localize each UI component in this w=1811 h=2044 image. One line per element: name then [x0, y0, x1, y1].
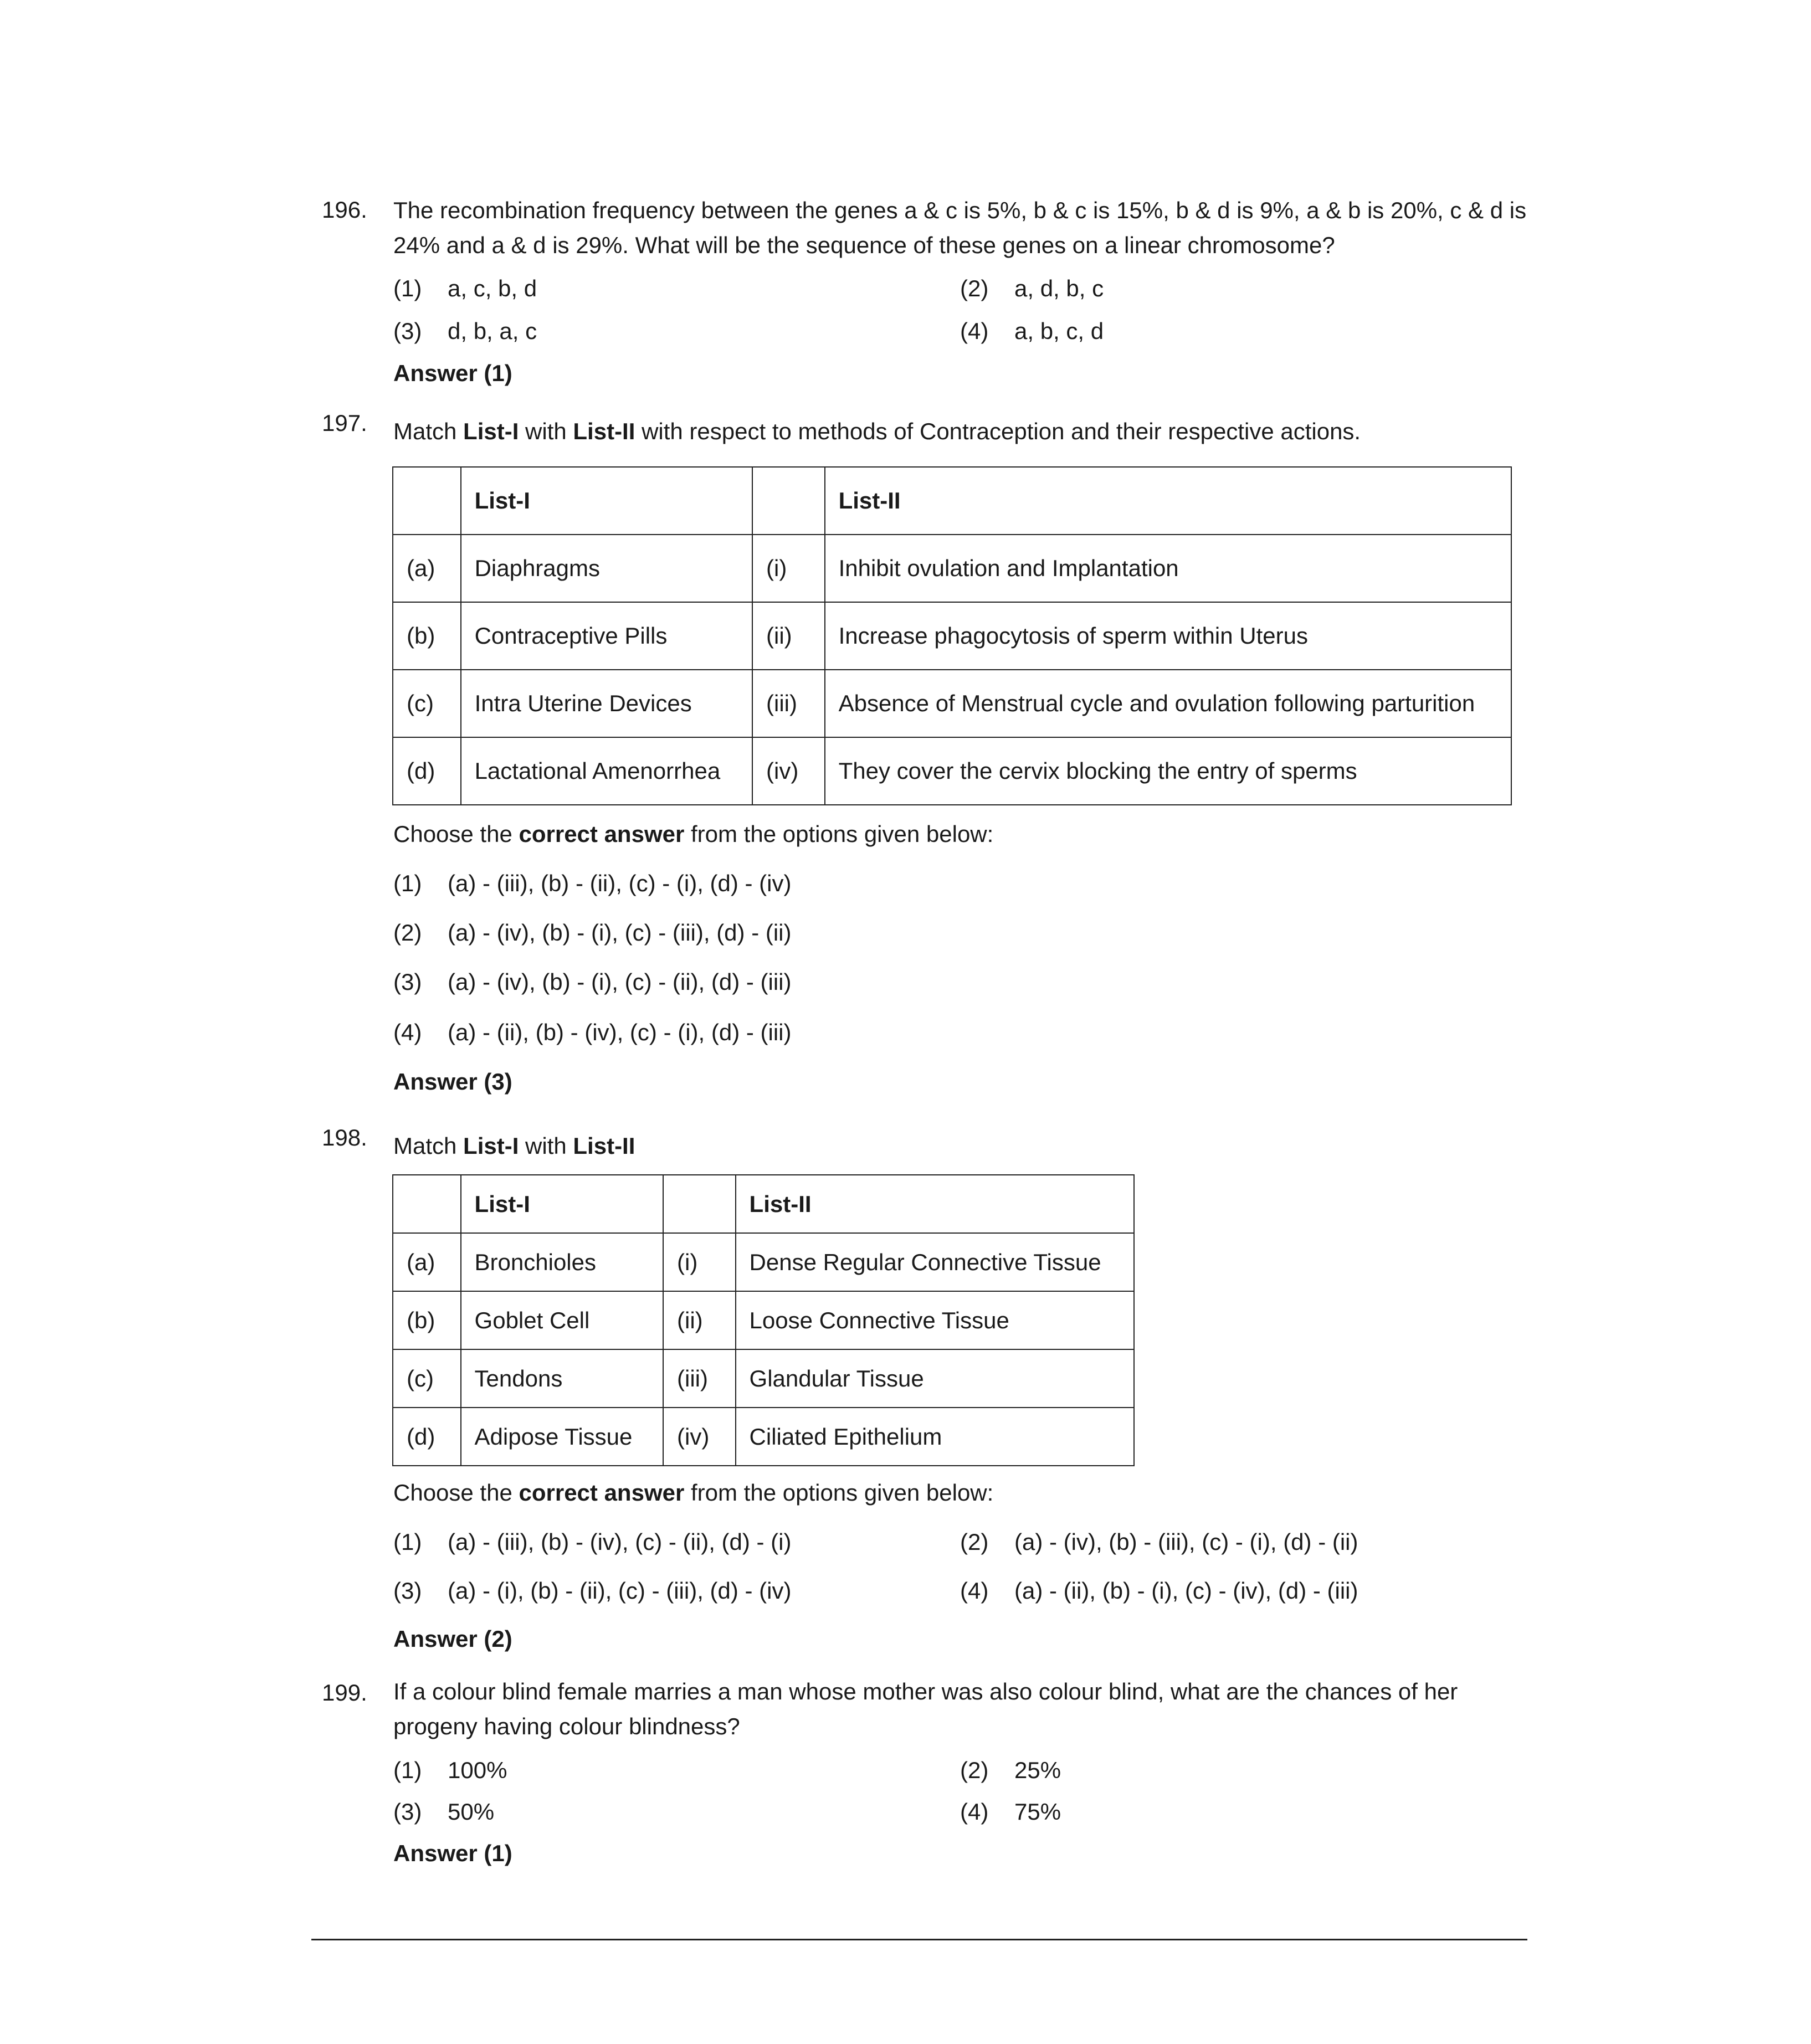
question-number: 199.	[322, 1680, 367, 1706]
option-text: (a) - (i), (b) - (ii), (c) - (iii), (d) - (iv)	[448, 1578, 792, 1604]
option-number: (4)	[960, 318, 989, 344]
table-cell	[393, 467, 461, 535]
table-cell: (iii)	[752, 670, 825, 737]
match-table	[392, 1174, 1135, 1466]
option-number: (3)	[393, 318, 422, 344]
option-text: a, d, b, c	[1014, 275, 1104, 301]
option	[393, 275, 537, 302]
table-cell: Ciliated Epithelium	[736, 1408, 1134, 1466]
option-number: (1)	[393, 870, 422, 896]
table-cell: Goblet Cell	[461, 1291, 663, 1349]
option	[960, 1529, 1358, 1555]
table-row	[393, 1408, 1134, 1466]
text-bold: List-I	[463, 1133, 519, 1159]
table-cell: (ii)	[752, 602, 825, 670]
option-number: (3)	[393, 1578, 422, 1604]
table-cell: (c)	[393, 1349, 461, 1408]
table-cell: List-I	[461, 1175, 663, 1233]
option-text: (a) - (iv), (b) - (i), (c) - (ii), (d) - (iii)	[448, 969, 792, 995]
option	[393, 920, 791, 946]
table-cell: (ii)	[663, 1291, 736, 1349]
table-cell: (c)	[393, 670, 461, 737]
table-cell	[393, 1175, 461, 1233]
choose-instruction	[393, 821, 993, 848]
text-part: Choose the	[393, 1480, 519, 1506]
question-text: If a colour blind female marries a man whose mother was also colour blind, what are the chances of her progeny having colour blindness?	[393, 1678, 1458, 1739]
option-text: (a) - (ii), (b) - (iv), (c) - (i), (d) - (iii)	[448, 1019, 792, 1045]
option-number: (3)	[393, 969, 422, 995]
option	[393, 1529, 791, 1555]
table-cell: Contraceptive Pills	[461, 602, 752, 670]
option-text: (a) - (iv), (b) - (iii), (c) - (i), (d) - (ii)	[1014, 1529, 1358, 1555]
table-cell: Intra Uterine Devices	[461, 670, 752, 737]
option-text: a, b, c, d	[1014, 318, 1104, 344]
option	[393, 1799, 494, 1825]
option-text: (a) - (iv), (b) - (i), (c) - (iii), (d) - (ii)	[448, 920, 792, 946]
text-part: Match	[393, 418, 464, 444]
text-part: with	[519, 1133, 573, 1159]
table-cell: Bronchioles	[461, 1233, 663, 1291]
text-part: from the options given below:	[684, 821, 994, 847]
answer: Answer (1)	[393, 360, 512, 386]
option	[960, 275, 1104, 302]
table-cell: List-II	[825, 467, 1511, 535]
table-cell: Loose Connective Tissue	[736, 1291, 1134, 1349]
table-cell: (d)	[393, 737, 461, 805]
question-text: The recombination frequency between the genes a & c is 5%, b & c is 15%, b & d is 9%, a & b is 20%, c & d is 24% and a & d is 29%. What will be the sequence of these genes on a linear chromosome?	[393, 197, 1527, 258]
option-number: (4)	[393, 1019, 422, 1045]
text-bold: List-I	[463, 418, 519, 444]
answer: Answer (3)	[393, 1069, 512, 1095]
option-text: 75%	[1014, 1799, 1061, 1825]
option-text: (a) - (iii), (b) - (iv), (c) - (ii), (d) - (i)	[448, 1529, 792, 1555]
question-number: 196.	[322, 197, 367, 223]
option-text: 25%	[1014, 1757, 1061, 1783]
table-header-row	[393, 1175, 1134, 1233]
text-bold: correct answer	[519, 1480, 685, 1506]
option-number: (3)	[393, 1799, 422, 1825]
table-cell: (b)	[393, 1291, 461, 1349]
table-row	[393, 670, 1511, 737]
text-bold: List-II	[573, 418, 635, 444]
table-row	[393, 737, 1511, 805]
option-number: (4)	[960, 1578, 989, 1604]
table-row	[393, 1349, 1134, 1408]
table-row	[393, 602, 1511, 670]
text-part: Choose the	[393, 821, 519, 847]
question-text	[393, 418, 1361, 445]
option	[393, 1019, 791, 1046]
answer: Answer (2)	[393, 1626, 512, 1652]
table-cell: (a)	[393, 1233, 461, 1291]
table-cell: Lactational Amenorrhea	[461, 737, 752, 805]
text-part: from the options given below:	[684, 1480, 994, 1506]
option-number: (2)	[960, 275, 989, 301]
table-cell: Diaphragms	[461, 535, 752, 602]
option	[393, 318, 537, 345]
table-cell	[752, 467, 825, 535]
option-number: (1)	[393, 1757, 422, 1783]
table-cell: (iv)	[663, 1408, 736, 1466]
option-number: (1)	[393, 1529, 422, 1555]
text-bold: correct answer	[519, 821, 685, 847]
footer-rule	[311, 1939, 1527, 1940]
table-cell: Absence of Menstrual cycle and ovulation following parturition	[825, 670, 1511, 737]
text-part: with	[519, 418, 573, 444]
table-cell: Dense Regular Connective Tissue	[736, 1233, 1134, 1291]
answer: Answer (1)	[393, 1840, 512, 1866]
choose-instruction	[393, 1480, 993, 1506]
table-cell: Increase phagocytosis of sperm within Uterus	[825, 602, 1511, 670]
option	[960, 318, 1104, 345]
option-text: 100%	[448, 1757, 507, 1783]
option-number: (2)	[960, 1529, 989, 1555]
text-bold: List-II	[573, 1133, 635, 1159]
option-number: (2)	[393, 920, 422, 946]
table-row	[393, 535, 1511, 602]
table-cell: (i)	[752, 535, 825, 602]
table-cell: Inhibit ovulation and Implantation	[825, 535, 1511, 602]
table-cell: (a)	[393, 535, 461, 602]
option-number: (2)	[960, 1757, 989, 1783]
option-text: a, c, b, d	[448, 275, 537, 301]
table-cell: (d)	[393, 1408, 461, 1466]
option	[960, 1757, 1061, 1784]
option-text: (a) - (iii), (b) - (ii), (c) - (i), (d) - (iv)	[448, 870, 792, 896]
option-text: d, b, a, c	[448, 318, 537, 344]
table-cell: List-I	[461, 467, 752, 535]
option	[393, 1578, 791, 1604]
option-number: (1)	[393, 275, 422, 301]
option-number: (4)	[960, 1799, 989, 1825]
question-text	[393, 1133, 635, 1159]
table-cell: List-II	[736, 1175, 1134, 1233]
question-number: 198.	[322, 1124, 367, 1151]
table-cell: Tendons	[461, 1349, 663, 1408]
option	[960, 1578, 1358, 1604]
text-part: with respect to methods of Contraception and their respective actions.	[635, 418, 1361, 444]
option-text: 50%	[448, 1799, 495, 1825]
option	[393, 1757, 507, 1784]
option	[960, 1799, 1061, 1825]
table-row	[393, 1291, 1134, 1349]
table-cell: (iv)	[752, 737, 825, 805]
option	[393, 969, 791, 995]
table-header-row	[393, 467, 1511, 535]
table-cell: Glandular Tissue	[736, 1349, 1134, 1408]
table-cell: (b)	[393, 602, 461, 670]
option	[393, 870, 791, 897]
table-cell: (i)	[663, 1233, 736, 1291]
table-cell: (iii)	[663, 1349, 736, 1408]
table-cell: Adipose Tissue	[461, 1408, 663, 1466]
text-part: Match	[393, 1133, 464, 1159]
match-table	[392, 466, 1512, 805]
table-row	[393, 1233, 1134, 1291]
table-cell: They cover the cervix blocking the entry of sperms	[825, 737, 1511, 805]
question-number: 197.	[322, 410, 367, 436]
option-text: (a) - (ii), (b) - (i), (c) - (iv), (d) - (iii)	[1014, 1578, 1358, 1604]
table-cell	[663, 1175, 736, 1233]
